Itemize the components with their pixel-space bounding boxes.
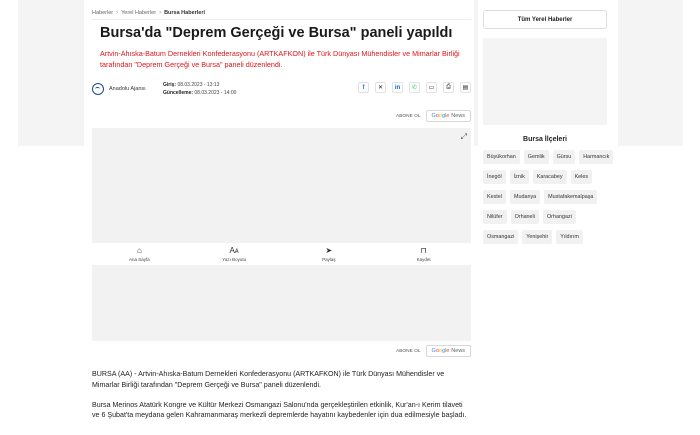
article-media[interactable] (92, 128, 471, 341)
district-link[interactable]: Gemlik (524, 150, 549, 164)
district-link[interactable]: Osmangazi (483, 230, 518, 244)
district-list (483, 150, 615, 244)
toolbar-bookmark[interactable]: ⊓ Kaydet (416, 246, 431, 262)
toolbar-font-size[interactable]: Aᴀ Yazı Boyutu (222, 246, 247, 262)
comment-icon[interactable]: ▭ (426, 82, 437, 93)
body-paragraph: Bursa Merinos Atatürk Kongre ve Kültür Merkezi Osmangazi Salonu'nda gerçekleştirilen etkinlik, Kur'an-ı Kerim tilaveti ve 6 Şubat'ta meydana gelen Kahramanmaraş merkezli depremlerde hayatını kaybedenler için dua edilmesiyle başladı. (92, 400, 467, 420)
breadcrumb-item-haberler[interactable]: Haberler (92, 10, 114, 16)
print-icon[interactable]: ⎙ (443, 82, 454, 93)
google-news-button[interactable]: G o o g l e News (426, 110, 472, 122)
breadcrumb-item-current[interactable]: Bursa Haberleri (164, 10, 206, 16)
breadcrumb-item-yerel-haberler[interactable]: Yerel Haberler (121, 10, 157, 16)
page-title: Bursa'da "Deprem Gerçeği ve Bursa" paneli yapıldı (100, 25, 453, 41)
district-link[interactable]: Kestel (483, 190, 506, 204)
chevron-right-icon: › (116, 10, 119, 16)
agency-logo-icon (92, 83, 104, 95)
sidebar (478, 0, 618, 435)
bookmark-icon: ⊓ (420, 246, 427, 255)
chevron-right-icon: › (159, 10, 162, 16)
district-link[interactable]: İznik (510, 170, 529, 184)
expand-icon[interactable]: ⤢ (460, 132, 467, 141)
district-link[interactable]: Yıldırım (556, 230, 583, 244)
district-link[interactable]: Nilüfer (483, 210, 507, 224)
divider (92, 19, 471, 20)
district-link[interactable]: Orhangazi (543, 210, 576, 224)
follow-label: ABONE OL (396, 113, 421, 119)
google-news-button[interactable]: G o o g l e News (426, 345, 472, 357)
district-link[interactable]: Karacabey (533, 170, 567, 184)
linkedin-icon[interactable]: in (392, 82, 403, 93)
home-icon: ⌂ (136, 246, 142, 255)
follow-google-news-bottom (396, 345, 471, 357)
district-link[interactable]: Mudanya (510, 190, 540, 204)
published-date: 08.03.2023 - 13:13 (177, 82, 220, 88)
document-icon[interactable]: ▤ (460, 82, 471, 93)
facebook-icon[interactable]: f (358, 82, 369, 93)
ad-placeholder (483, 38, 607, 125)
article-body (92, 369, 471, 430)
district-link[interactable]: Gürsu (553, 150, 576, 164)
updated-date: 08.03.2023 - 14:00 (194, 89, 237, 96)
district-link[interactable]: İnegöl (483, 170, 506, 184)
district-link[interactable]: Mustafakemalpaşa (544, 190, 597, 204)
agency-name[interactable]: Anadolu Ajansı (109, 86, 146, 92)
all-local-news-button[interactable]: Tüm Yerel Haberler (483, 10, 607, 29)
article-toolbar (92, 243, 471, 265)
follow-label: ABONE OL (396, 348, 421, 354)
article-lead: Artvin-Ahıska-Batum Dernekleri Konfederasyonu (ARTKAFKON) ile Türk Dünyası Mühendisler ve Mimarlar Birliği tarafından "Deprem Gerçeği ve Bursa" paneli düzenlendi. (100, 49, 460, 69)
updated-label: Güncelleme: (163, 89, 194, 96)
district-link[interactable]: Yenişehir (522, 230, 552, 244)
district-link[interactable]: Büyükorhan (483, 150, 520, 164)
whatsapp-icon[interactable]: ✆ (409, 82, 420, 93)
body-paragraph: BURSA (AA) - Artvin-Ahıska-Batum Dernekleri Konfederasyonu (ARTKAFKON) ile Türk Dünyası Mühendisler ve Mimarlar Birliği tarafından "Deprem Gerçeği ve Bursa" paneli düzenlendi. (92, 370, 445, 389)
article-column (84, 0, 474, 435)
follow-google-news-top (396, 110, 471, 122)
article-dates (163, 82, 236, 97)
district-link[interactable]: Keles (571, 170, 593, 184)
article-meta (92, 80, 471, 100)
toolbar-share[interactable]: ➤ Paylaş (322, 246, 336, 262)
font-size-icon: Aᴀ (229, 246, 239, 255)
share-icon: ➤ (325, 246, 333, 255)
district-link[interactable]: Orhaneli (511, 210, 539, 224)
breadcrumb (92, 10, 205, 16)
toolbar-home[interactable]: ⌂ Ana Sayfa (128, 246, 150, 262)
share-bar (358, 82, 471, 93)
published-label: Giriş: (163, 82, 177, 88)
x-icon[interactable]: ✕ (375, 82, 386, 93)
district-link[interactable]: Harmancık (579, 150, 613, 164)
districts-title: Bursa İlçeleri (523, 136, 567, 143)
